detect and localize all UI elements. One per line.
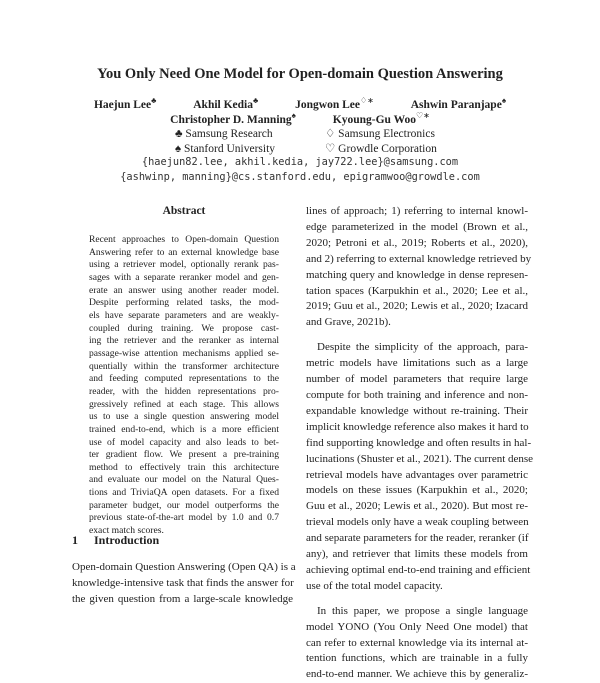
text-line: and evaluate our model on the Natural Ques- (89, 474, 279, 486)
text-line: ing the retriever and the reranker as internal (89, 335, 279, 347)
affiliation: ♠ Stanford University (175, 143, 276, 155)
text-line: reader, with the hidden representations pro- (89, 385, 279, 397)
text-line: the given question from a large-scale knowledge (72, 593, 293, 605)
text-line: lucinations (Shuster et al., 2021). The current dense (306, 452, 534, 465)
text-line: trieval models only have a weak coupling between (306, 516, 529, 529)
text-line: find supporting knowledge and often results in hal- (306, 436, 532, 449)
text-line: sages with a separate reranker model and gen- (89, 271, 279, 283)
text-line: use of the total model capacity. (306, 579, 443, 592)
paragraph (306, 204, 532, 331)
author (193, 96, 258, 111)
author-name: Jongwon Lee (295, 98, 360, 111)
author-name: Haejun Lee (93, 98, 152, 111)
text-line: Open-domain Question Answering (Open QA) is a (72, 561, 296, 573)
text-line: previous state-of-the-art model by 1.0 and 0.7 (89, 512, 279, 524)
author (94, 96, 156, 111)
text-line: Despite the simplicity of the approach, para- (317, 341, 528, 354)
text-line: tation spaces (Karpukhin et al., 2020; Lee et al., (306, 284, 528, 297)
author-mark: ♢∗ (360, 96, 374, 105)
text-line: coupled during training. We propose cast- (89, 322, 279, 334)
text-line: and separate parameters for the reader, reranker (if (306, 532, 529, 545)
abstract-heading: Abstract (162, 205, 206, 217)
text-line: and feeding computed representations to the (89, 373, 279, 385)
text-line: achieving optimal end-to-end training and efficient (306, 563, 531, 576)
author-mark: ♡∗ (415, 111, 430, 120)
affiliation-row-2 (0, 141, 600, 155)
author-name: Christopher D. Manning (170, 113, 292, 126)
author (170, 111, 296, 126)
paper-title: You Only Need One Model for Open-domain Question Answering (97, 66, 503, 82)
text-line: 2020; Petroni et al., 2019; Roberts et al., 2020), (306, 236, 528, 249)
section-heading-introduction (72, 533, 159, 548)
author (411, 96, 506, 111)
text-line: 2019; Guu et al., 2020; Lewis et al., 2020; Izacard (306, 300, 528, 313)
text-line: exact match scores. (89, 525, 164, 537)
text-line: erate an answer using another reader model. (89, 284, 279, 296)
text-line: gressively refined at each stage. This allows (89, 398, 279, 410)
text-line: ter gradient flow. We present a pre-training (89, 449, 279, 461)
author-mark: ♣ (253, 96, 259, 105)
text-line: trained end-to-end, which is a more efficient (89, 423, 279, 435)
author (333, 111, 430, 126)
author-mark: ♣ (151, 96, 157, 105)
text-line: and 2) referring to external knowledge retrieved by (306, 252, 532, 265)
text-line: using a retriever model, optionally rerank pas- (89, 259, 279, 271)
author-row-1 (0, 96, 600, 111)
affiliation-row-1 (0, 126, 600, 140)
author-name: Akhil Kedia (193, 98, 254, 111)
text-line: implicit knowledge reference also makes it hard to (306, 420, 529, 433)
affiliation: ♢ Samsung Electronics (325, 128, 435, 140)
text-line: can refer to external knowledge via its internal at- (306, 636, 528, 649)
text-line: quentially within the transformer architecture (89, 360, 279, 372)
text-line: number of model parameters that require large (306, 373, 528, 386)
text-line: use of model capacity and also leads to bet- (89, 436, 279, 448)
paragraph-gap (306, 595, 528, 604)
section-title: Introduction (94, 533, 160, 547)
text-line: metric models have limitations such as a large (306, 357, 528, 370)
text-line: models on these issues (Karpukhin et al., 2020; (306, 484, 528, 497)
paragraph (306, 604, 528, 683)
text-line: passage-wise attention mechanisms applied se- (89, 347, 279, 359)
author-name: Ashwin Paranjape (410, 98, 502, 111)
text-line: In this paper, we propose a single language (317, 604, 528, 617)
text-line: Despite performing related tasks, the mod- (89, 297, 279, 309)
text-line: knowledge-intensive task that finds the answer for (72, 577, 294, 589)
text-line: tention functions, which are trainable in a fully (306, 652, 528, 665)
affiliation: ♡ Growdle Corporation (325, 143, 437, 155)
affiliation: ♣ Samsung Research (175, 128, 273, 140)
text-line: expandable knowledge without re-training. Their (306, 404, 528, 417)
section-number: 1 (72, 533, 78, 547)
paragraph (306, 340, 534, 595)
text-line: lines of approach; 1) referring to internal knowl- (306, 205, 528, 217)
text-line: edge parameterized in the model (Brown et al., (306, 220, 528, 233)
abstract-body (89, 234, 279, 538)
text-line: end-to-end manner. We achieve this by generaliz- (306, 668, 528, 681)
text-line: compute for both training and inference and non- (306, 388, 528, 401)
text-line: us to use a single question answering model (89, 411, 279, 423)
text-line: model YONO (You Only Need One model) that (306, 620, 528, 633)
right-column-body (306, 204, 534, 683)
text-line: Recent approaches to Open-domain Question (89, 234, 279, 245)
text-line: retrieval models have advantages over parametric (306, 468, 528, 481)
text-line: method to effectively train this architecture (89, 461, 279, 473)
text-line: Answering refer to an external knowledge base (89, 246, 279, 258)
text-line: Guu et al., 2020; Lewis et al., 2020). But most re- (306, 500, 528, 513)
text-line: any), and retriever that limits these models from (306, 548, 528, 561)
text-line: parameter budget, our model outperforms the (89, 499, 279, 511)
email-line: {ashwinp, manning}@cs.stanford.edu, epigramwoo@growdle.com (120, 171, 480, 183)
text-line: matching query and knowledge in dense represen- (306, 268, 528, 281)
text-line: els have separate parameters and are weakly- (89, 309, 279, 321)
author-mark: ♠ (501, 96, 507, 105)
paragraph-gap (306, 331, 528, 340)
author-name: Kyoung-Gu Woo (332, 113, 416, 126)
text-line: tions and TriviaQA open datasets. For a fixed (89, 487, 279, 499)
text-line: and Grave, 2021b). (306, 316, 391, 329)
email-line: {haejun82.lee, akhil.kedia, jay722.lee}@samsung.com (141, 156, 459, 168)
author (295, 96, 374, 111)
author-row-2 (0, 111, 600, 126)
author-mark: ♠ (291, 111, 296, 120)
